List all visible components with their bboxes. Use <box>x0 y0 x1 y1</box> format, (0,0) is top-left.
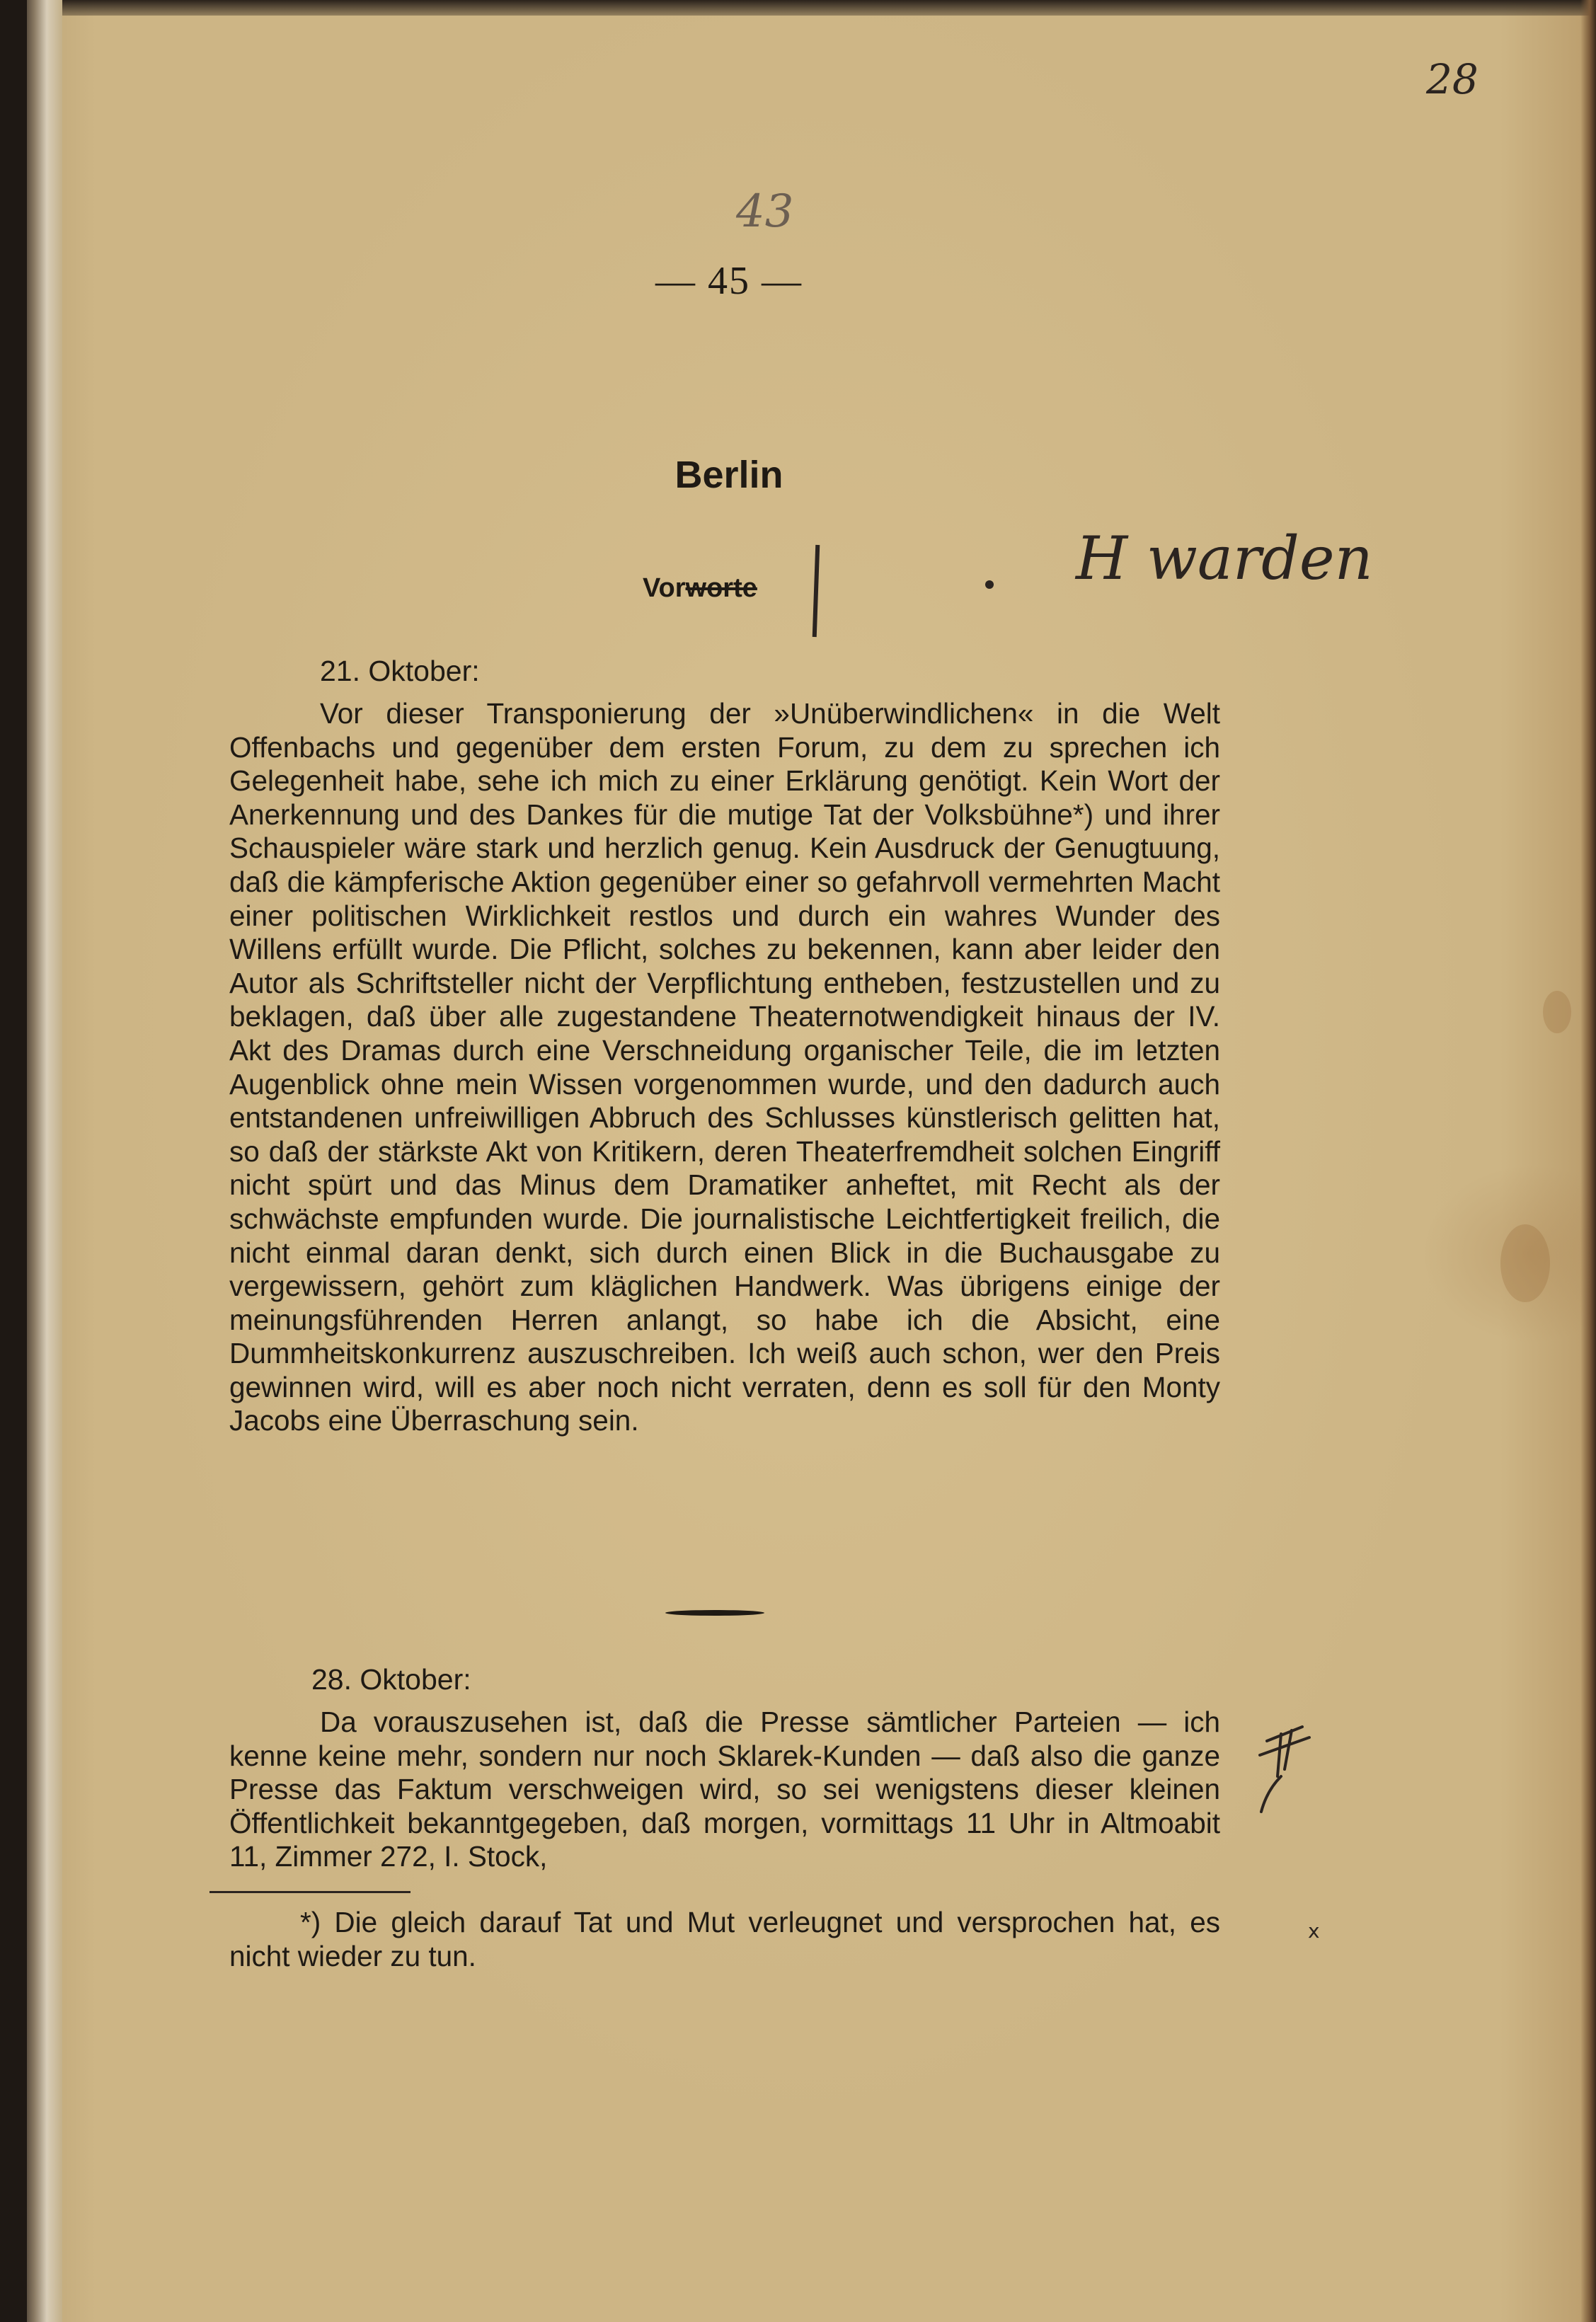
handwritten-dot <box>985 580 994 589</box>
section-divider <box>665 1610 764 1616</box>
paper-stain <box>1500 1224 1550 1302</box>
right-page-edge <box>1580 0 1596 2322</box>
top-page-edge <box>62 0 1596 16</box>
subtitle-prefix: Vor <box>643 573 686 603</box>
margin-x-mark: x <box>1308 1919 1320 1943</box>
handwritten-page-reference: 43 <box>736 185 794 238</box>
handwritten-margin-mark <box>1253 1713 1316 1840</box>
printed-page-number: — 45 — <box>655 259 803 303</box>
handwritten-author-name: H warden <box>1076 524 1373 593</box>
handwritten-insertion-mark <box>813 545 820 637</box>
section-subtitle <box>643 573 757 604</box>
entry-paragraph: Vor dieser Transponierung der »Unüberwindlichen« in die Welt Offenbachs und gegenüber dem ersten Forum, zu dem zu sprechen ich Gelegenheit habe, sehe ich mich zu einer Erklärung genötigt. Kein Wort der Anerkennung und des Dankes für die mutige Tat der Volksbühne*) und ihrer Schauspieler wäre stark und herzlich genug. Kein Ausdruck der Genugtuung, daß die kämpferische Aktion gegenüber einer so gefahrvoll vermehrten Macht einer politischen Wirklichkeit restlos und durch ein wahres Wunder des Willens erfüllt wurde. Die Pflicht, solches zu bekennen, kann aber leider den Autor als Schriftsteller nicht der Verpflichtung entheben, festzustellen und zu beklagen, daß über alle zugestandene Theaternotwendigkeit hinaus der IV. Akt des Dramas durch eine Verschneidung organischer Teile, die im letzten Augenblick ohne mein Wissen vorgenommen wurde, und den dadurch auch entstandenen unfreiwilligen Abbruch des Schlusses künstlerisch gelitten hat, so daß der stärkste Akt von Kritikern, deren Theaterfremdheit solchen Eingriff nicht spürt und das Minus dem Dramatiker anheftet, mit Recht als der schwächste empfunden wurde. Die journalistische Leichtfertigkeit freilich, die nicht einmal daran denkt, sich durch einen Blick in die Buchausgabe zu vergewissern, gehört zum kläglichen Handwerk. Was übrigens einige der meinungsführenden Herren anlangt, so habe ich die Absicht, eine Dummheitskonkurrenz auszuschreiben. Ich weiß auch schon, wer den Preis gewinnen wird, will es aber noch nicht verraten, denn es soll für den Monty Jacobs eine Überraschung sein. <box>229 697 1220 1437</box>
entry-paragraph: Da vorauszusehen ist, daß die Presse sämtlicher Parteien — ich kenne keine mehr, sondern nur noch Sklarek-Kunden — daß also die ganze Presse das Faktum verschweigen wird, so sei wenigstens dieser kleinen Öffentlichkeit bekanntgegeben, daß morgen, vormittags 11 Uhr in Altmoabit 11, Zimmer 272, I. Stock, <box>229 1706 1220 1873</box>
binding-shadow <box>0 0 27 2322</box>
entry-date: 28. Oktober: <box>311 1663 471 1696</box>
handwritten-page-number: 28 <box>1426 55 1479 103</box>
footnote-rule <box>209 1891 411 1893</box>
subtitle-struck-text: worte <box>685 573 757 603</box>
section-title: Berlin <box>674 454 783 496</box>
paper-stain <box>1543 991 1571 1033</box>
footnote: *) Die gleich darauf Tat und Mut verleugnet und versprochen hat, es nicht wieder zu tun. <box>229 1906 1220 1972</box>
entry-date: 21. Oktober: <box>320 655 480 687</box>
